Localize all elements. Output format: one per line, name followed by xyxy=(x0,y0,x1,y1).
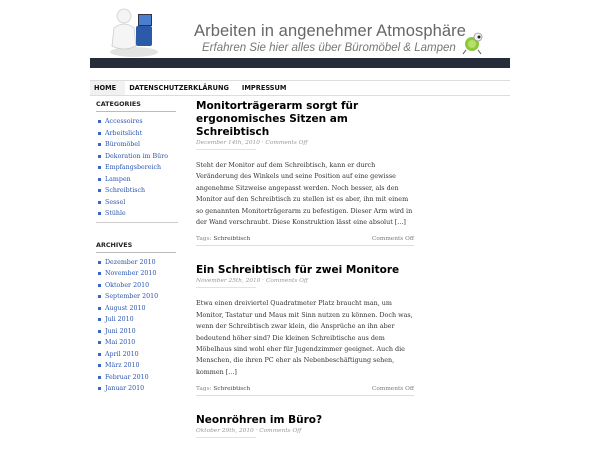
archive-link[interactable]: Februar 2010 xyxy=(96,372,176,384)
green-bug-icon xyxy=(460,30,486,56)
archive-link[interactable]: Oktober 2010 xyxy=(96,280,176,292)
category-link[interactable]: Schreibtisch xyxy=(96,185,176,197)
comments-off: Comments Off xyxy=(371,386,414,393)
categories-widget xyxy=(96,100,176,223)
header-dark-bar xyxy=(90,58,510,68)
archive-link[interactable]: April 2010 xyxy=(96,349,176,361)
comments-off: Comments Off xyxy=(371,236,414,243)
tag-link[interactable]: Schreibtisch xyxy=(213,386,251,393)
post-title[interactable]: Neonröhren im Büro? xyxy=(196,414,323,427)
post xyxy=(196,414,414,438)
tag-link[interactable]: Schreibtisch xyxy=(213,236,251,243)
archive-link[interactable]: März 2010 xyxy=(96,360,176,372)
sidebar-divider xyxy=(96,222,178,223)
post xyxy=(196,100,414,246)
sidebar xyxy=(96,100,176,413)
archive-link[interactable]: November 2010 xyxy=(96,268,176,280)
archive-link[interactable]: August 2010 xyxy=(96,303,176,315)
main-nav xyxy=(90,80,510,96)
category-link[interactable]: Stühle xyxy=(96,208,176,220)
post xyxy=(196,264,414,396)
tags-label: Tags: xyxy=(196,236,212,243)
category-link[interactable]: Sessel xyxy=(96,197,176,209)
post-title[interactable]: Ein Schreibtisch für zwei Monitore xyxy=(196,264,400,277)
post-date: Oktober 29th, 2010 xyxy=(196,428,254,435)
archive-link[interactable]: Juli 2010 xyxy=(96,314,176,326)
post-comments-link[interactable]: Comments Off xyxy=(265,278,309,285)
archives-widget xyxy=(96,241,176,395)
archive-link[interactable]: Januar 2010 xyxy=(96,383,176,395)
post-date: November 25th, 2010 xyxy=(196,278,261,285)
post-title[interactable]: Monitorträgerarm sorgt für ergonomisches Sitzen am Schreibtisch xyxy=(196,100,359,138)
post-excerpt: Steht der Monitor auf dem Schreibtisch, kann er durch Veränderung des Winkels und seine Position auf eine gewisse angenehme Sitzweise angepasst werden. Noch besser, als den Monitor auf den Schreibtisch zu stellen ist es aber, ihn mit einem so genannten Monitorträgerarm zu befestigen. Dieser Arm wird in der Wand verschraubt. Diese Konstruktion lässt eine absolut [...] xyxy=(196,161,413,227)
nav-home[interactable]: HOME xyxy=(90,81,125,95)
category-link[interactable]: Empfangsbereich xyxy=(96,162,176,174)
office-worker-icon xyxy=(108,6,162,58)
post-footer xyxy=(196,386,414,396)
post-excerpt: Etwa einen dreiviertel Quadratmeter Platz braucht man, um Monitor, Tastatur und Maus mit Sinn nutzen zu können. Doch was, wenn der Schreibtisch zwar klein, die Ansprüche an ihn aber bedeutend höher sind? Die kleinen Schreibtische aus dem Möbelhaus sind wohl eher für Jugendzimmer geeignet. Auch die Menschen, die ihren PC eher als Nebenbeschäftigung sehen, kommen [...] xyxy=(196,299,413,376)
site-description: Erfahren Sie hier alles über Büromöbel & Lampen xyxy=(202,42,456,54)
post-comments-link[interactable]: Comments Off xyxy=(265,140,308,146)
archive-link[interactable]: September 2010 xyxy=(96,291,176,303)
post-meta: December 14th, 2010 · Comments Off xyxy=(196,140,256,150)
nav-datenschutz[interactable]: DATENSCHUTZERKLÄRUNG xyxy=(129,84,229,92)
site-title[interactable]: Arbeiten in angenehmer Atmosphäre xyxy=(194,22,467,40)
post-meta: Oktober 29th, 2010 · Comments Off xyxy=(196,428,256,438)
archives-title: ARCHIVES xyxy=(96,241,176,253)
main-content xyxy=(196,100,414,456)
category-link[interactable]: Arbeitslicht xyxy=(96,128,176,140)
post-comments-link[interactable]: Comments Off xyxy=(259,428,302,435)
post-date: December 14th, 2010 xyxy=(196,140,260,146)
category-link[interactable]: Dekoration im Büro xyxy=(96,151,176,163)
categories-title: CATEGORIES xyxy=(96,100,176,112)
archive-link[interactable]: Juni 2010 xyxy=(96,326,176,338)
category-link[interactable]: Lampen xyxy=(96,174,176,186)
archive-link[interactable]: Dezember 2010 xyxy=(96,257,176,269)
archive-link[interactable]: Mai 2010 xyxy=(96,337,176,349)
tags-label: Tags: xyxy=(196,386,212,393)
nav-impressum[interactable]: IMPRESSUM xyxy=(241,84,287,92)
post-meta: November 25th, 2010 · Comments Off xyxy=(196,278,256,288)
category-link[interactable]: Büromöbel xyxy=(96,139,176,151)
post-footer xyxy=(196,236,414,246)
category-link[interactable]: Accessoires xyxy=(96,116,176,128)
